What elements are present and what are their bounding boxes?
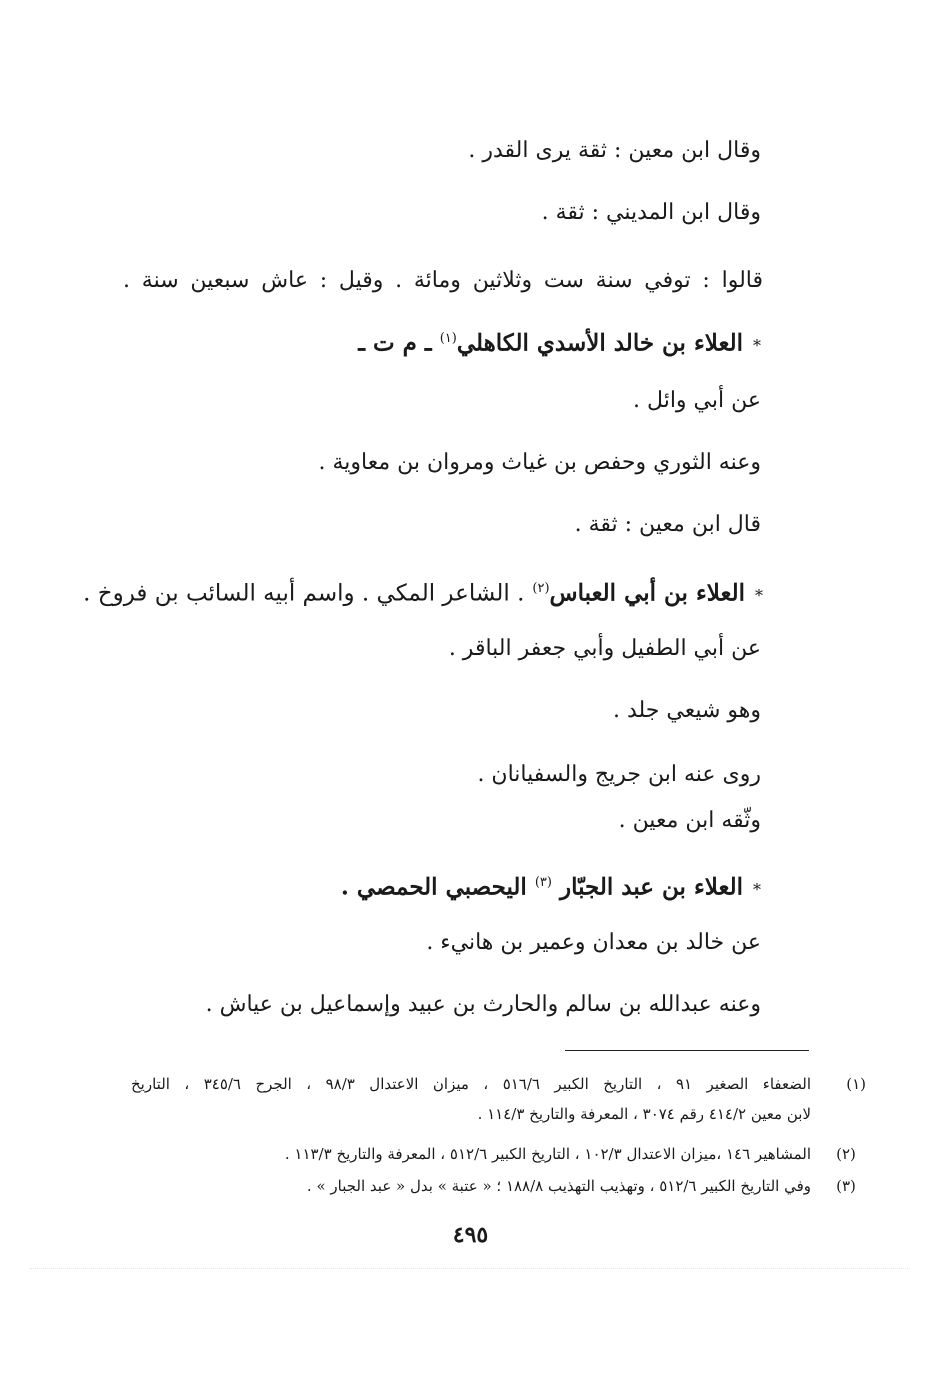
entry-name: العلاء بن خالد الأسدي الكاهلي: [456, 329, 743, 357]
footnote-ref: (١): [439, 331, 457, 346]
footnote: [131, 1172, 856, 1200]
footnote-text: الضعفاء الصغير ٩١ ، التاريخ الكبير ٥١٦/٦ ، ميزان الاعتدال ٩٨/٣ ، الجرح ٣٤٥/٦ ، التاريخ: [131, 1075, 811, 1093]
footnote-text: المشاهير ١٤٦ ،ميزان الاعتدال ١٠٢/٣ ، التاريخ الكبير ٥١٢/٦ ، المعرفة والتاريخ ١١٣/٣ .: [284, 1145, 811, 1163]
text-line: عن خالد بن معدان وعمير بن هانيء .: [426, 930, 761, 955]
text-line: قالوا : توفي سنة ست وثلاثين ومائة . وقيل : عاش سبعين سنة .: [123, 268, 763, 293]
text-line: وعنه عبدالله بن سالم والحارث بن عبيد وإسماعيل بن عياش .: [205, 992, 761, 1017]
footnote-continuation: لابن معين ٤١٤/٢ رقم ٣٠٧٤ ، المعرفة والتاريخ ١١٤/٣ .: [477, 1105, 811, 1123]
text-line: روى عنه ابن جريج والسفيانان .: [477, 762, 761, 787]
text-line: وعنه الثوري وحفص بن غياث ومروان بن معاوية .: [318, 450, 761, 475]
entry-marker: *: [753, 879, 761, 899]
footnote-ref: (٣): [534, 875, 552, 890]
entry-description: . الشاعر المكي . واسم أبيه السائب بن فروخ .: [83, 580, 525, 607]
text-line: عن أبي الطفيل وأبي جعفر الباقر .: [448, 636, 761, 661]
scan-noise: [30, 1268, 910, 1269]
entry-heading: [121, 866, 761, 907]
text-line: وقال ابن معين : ثقة يرى القدر .: [468, 138, 761, 163]
entry-name: العلاء بن عبد الجبّار: [559, 873, 743, 901]
entry-heading: [83, 572, 763, 613]
entry-tag: ـ م ت ـ: [358, 329, 432, 357]
entry-marker: *: [753, 335, 761, 355]
text-line: وثّقه ابن معين .: [618, 808, 761, 833]
footnote: [131, 1070, 866, 1098]
entry-name: العلاء بن أبي العباس: [549, 579, 745, 607]
text-line: عن أبي وائل .: [633, 388, 761, 413]
footnote-number: (١): [846, 1075, 866, 1093]
text-line: وهو شيعي جلد .: [612, 698, 761, 723]
text-line: وقال ابن المديني : ثقة .: [541, 200, 761, 225]
entry-description: اليحصبي الحمصي .: [340, 873, 527, 901]
footnote: [131, 1140, 856, 1168]
entry-heading: [121, 322, 761, 363]
footnote-ref: (٢): [532, 581, 550, 596]
text-line: قال ابن معين : ثقة .: [574, 512, 761, 537]
footnote-number: (٣): [836, 1177, 856, 1195]
footnote-separator: [565, 1050, 809, 1051]
footnote-number: (٢): [836, 1145, 856, 1163]
entry-marker: *: [755, 585, 763, 605]
page-number: ٤٩٥: [452, 1222, 489, 1248]
footnote-text: وفي التاريخ الكبير ٥١٢/٦ ، وتهذيب التهذيب ١٨٨/٨ ؛ « عتبة » بدل « عبد الجبار » .: [306, 1177, 811, 1195]
